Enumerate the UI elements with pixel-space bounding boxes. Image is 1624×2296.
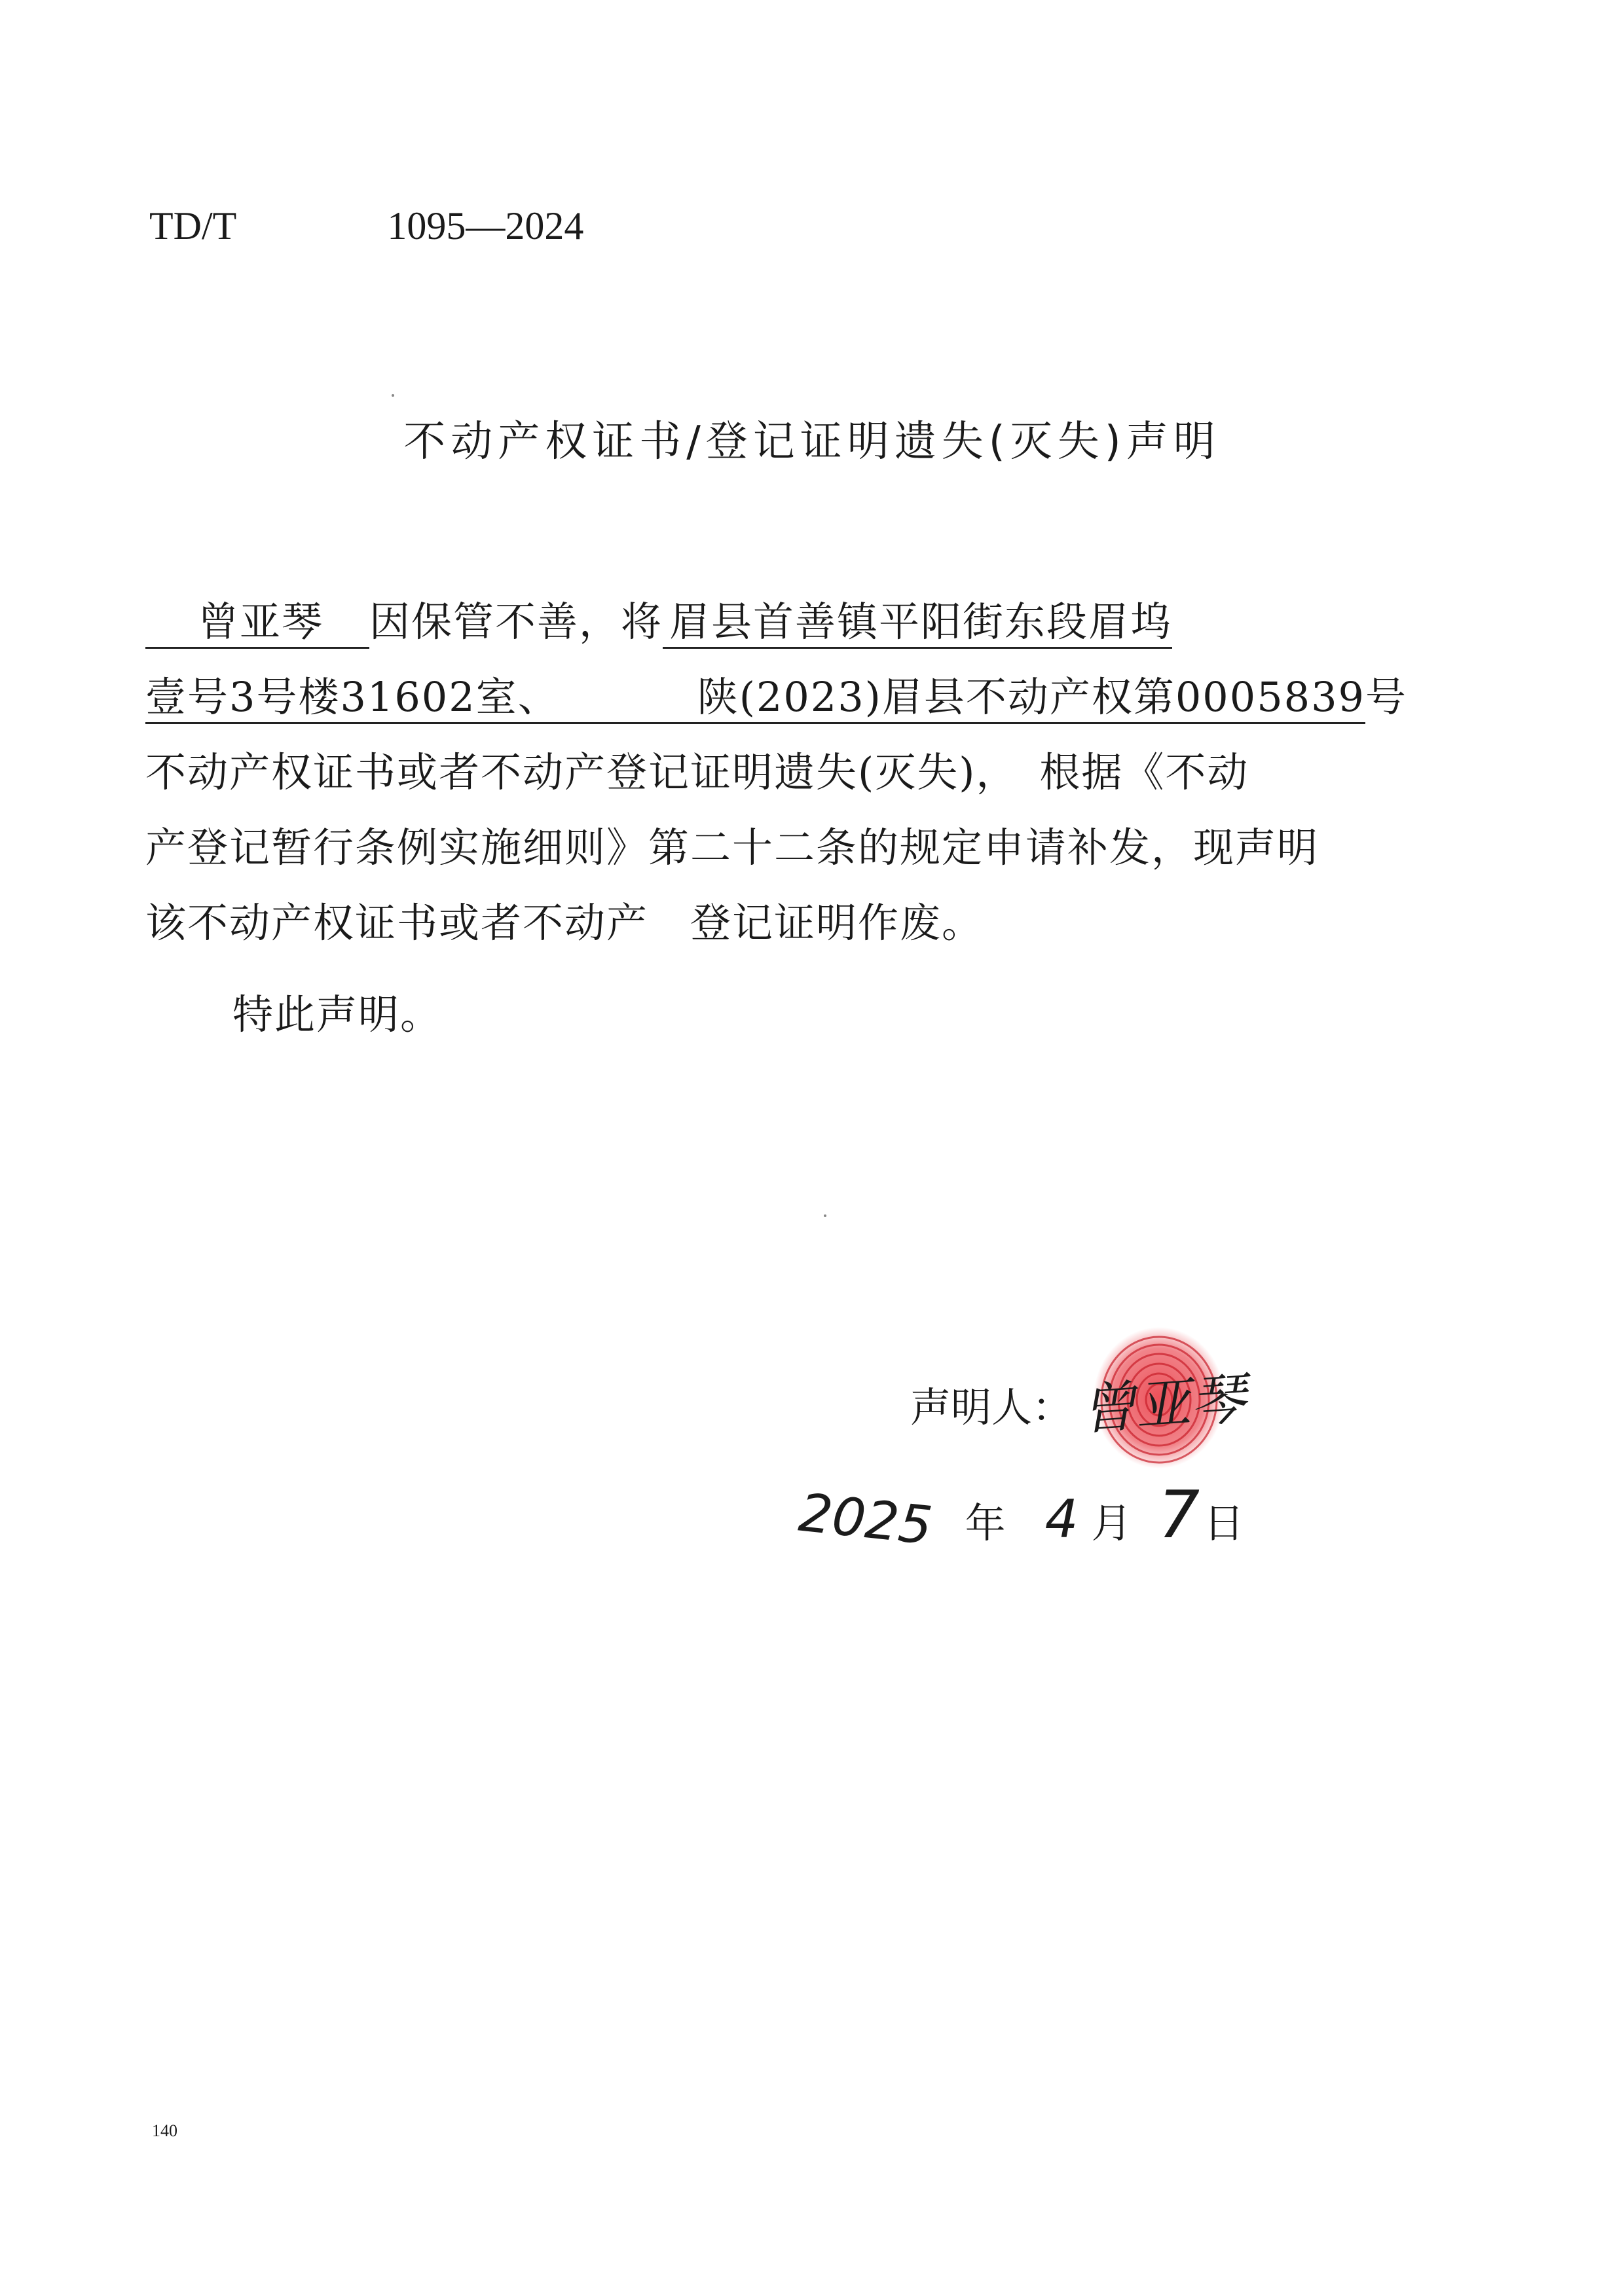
declarant-signature: 曾亚琴: [1078, 1366, 1248, 1442]
standard-code-number: 1095—2024: [387, 204, 584, 247]
body-line-5: 该不动产权证书或者不动产 登记证明作废。: [145, 899, 984, 947]
date-month-label: 月: [1091, 1499, 1132, 1547]
address-field-part1: 眉县首善镇平阳街东段眉坞: [663, 598, 1172, 649]
body-line-2: [145, 668, 1407, 727]
body-line-2-suffix: 号: [1365, 673, 1407, 721]
address-and-certificate-field: [145, 673, 1365, 724]
page-number: 140: [152, 2121, 177, 2140]
holder-name: 曾亚琴: [198, 598, 324, 646]
scan-speck: [824, 1214, 826, 1217]
date-day-handwritten: 7: [1158, 1476, 1200, 1553]
declaration-date: [796, 1476, 1245, 1557]
date-year-handwritten: 2025: [796, 1482, 935, 1557]
holder-name-field: [145, 598, 369, 649]
certificate-number: 陕(2023)眉县不动产权第0005839: [697, 673, 1365, 721]
body-line-1: [145, 592, 1172, 651]
standard-code: [149, 200, 583, 252]
date-month-handwritten: 4: [1044, 1489, 1079, 1550]
date-day-label: 日: [1204, 1499, 1245, 1547]
declarant-label: 声明人：: [910, 1383, 1073, 1431]
document-title: 不动产权证书/登记证明遗失(灭失)声明: [403, 418, 1221, 466]
date-year-label: 年: [965, 1499, 1006, 1547]
address-part2: 壹号3号楼31602室、: [145, 673, 560, 721]
body-line-4: 产登记暂行条例实施细则》第二十二条的规定申请补发，现声明: [145, 824, 1320, 871]
standard-code-prefix: TD/T: [149, 204, 237, 247]
scan-speck: [392, 394, 394, 397]
body-line-1-text: 因保管不善，将: [369, 598, 663, 646]
body-line-3: 不动产权证书或者不动产登记证明遗失(灭失)， 根据《不动: [145, 748, 1249, 796]
closing-statement: 特此声明。: [232, 991, 443, 1038]
